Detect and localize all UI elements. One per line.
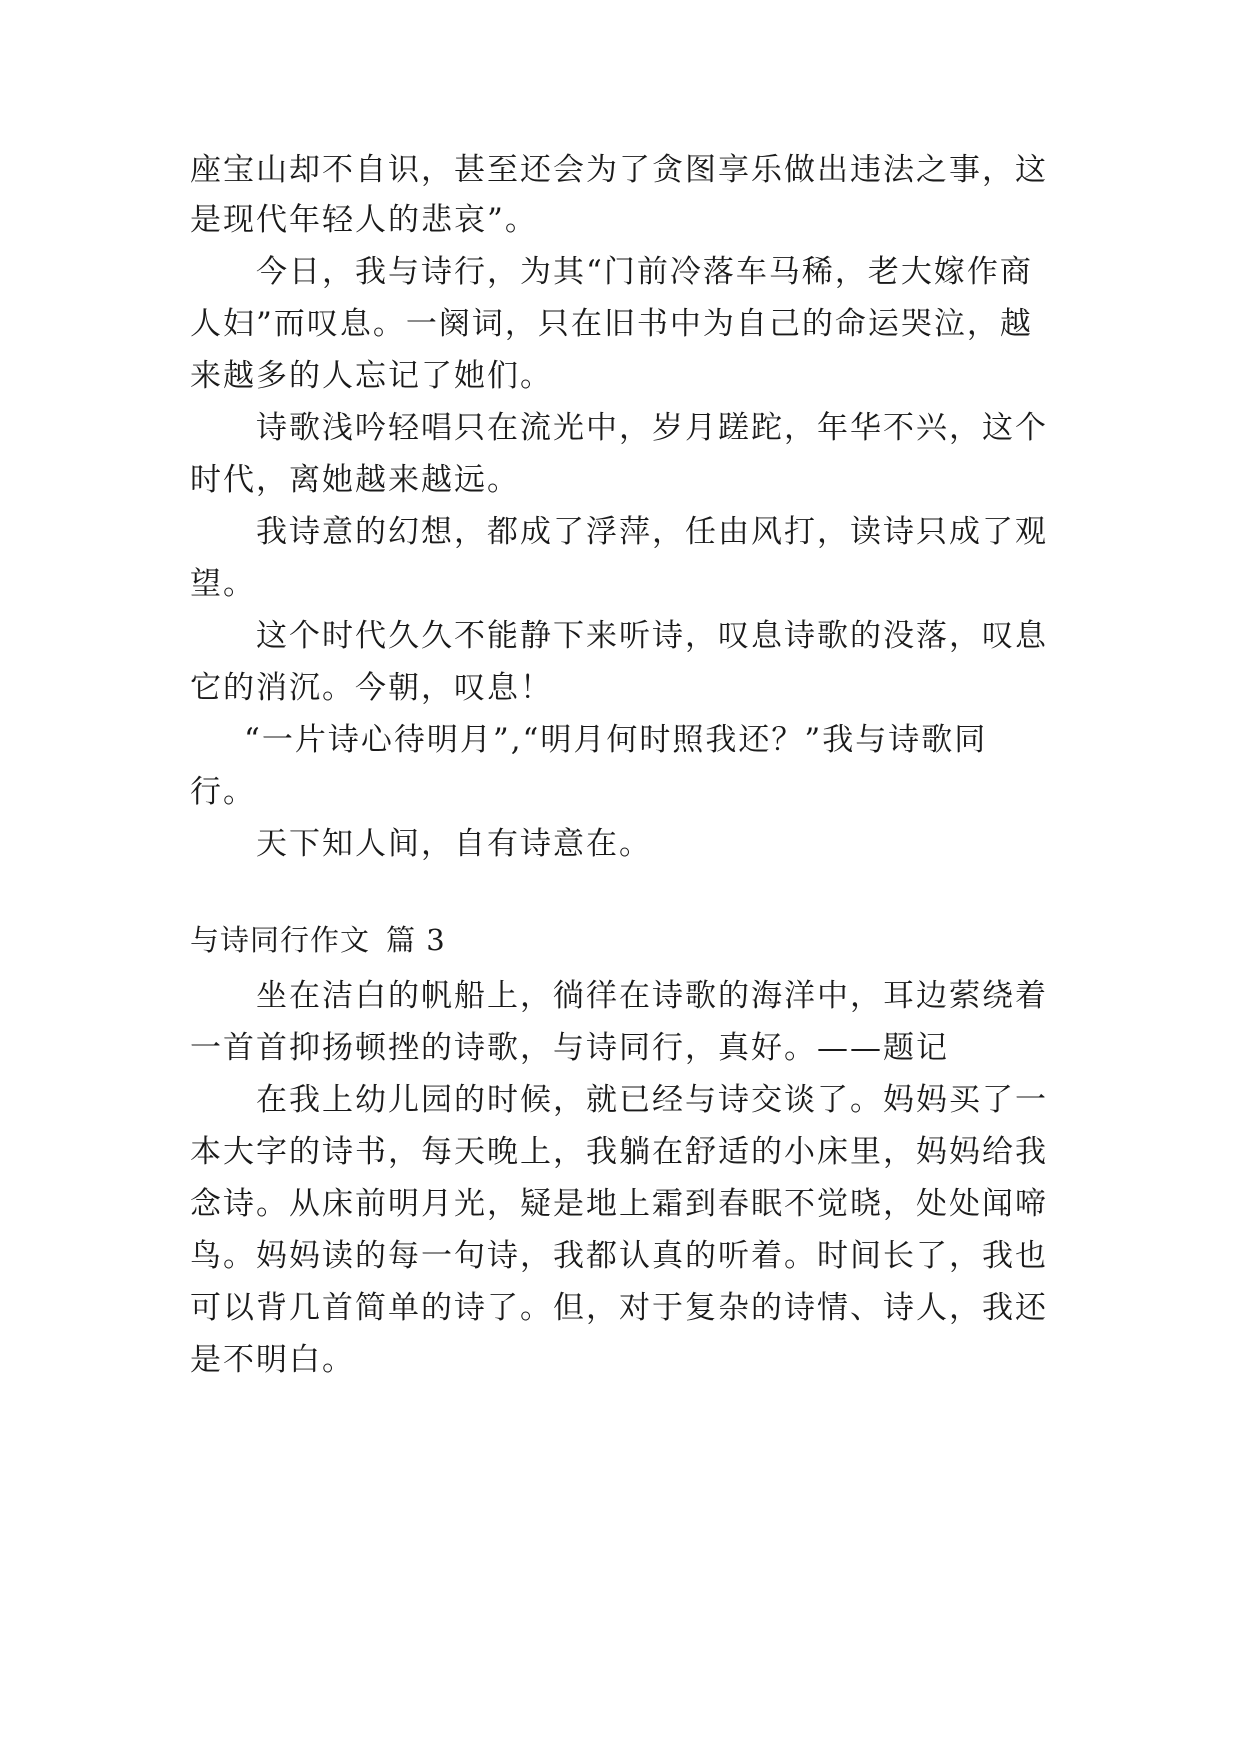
text-line: 人妇”而叹息。一阕词，只在旧书中为自己的命运哭泣，越 xyxy=(190,306,1033,342)
paragraph-start: 诗歌浅吟轻唱只在流光中，岁月蹉跎，年华不兴，这个 xyxy=(256,410,1048,446)
paragraph-start: 我诗意的幻想，都成了浮萍，任由风打，读诗只成了观 xyxy=(256,514,1048,550)
paragraph-start: 今日，我与诗行，为其“门前冷落车马稀，老大嫁作商 xyxy=(256,254,1033,290)
text-line: 念诗。从床前明月光，疑是地上霜到春眠不觉晓，处处闻啼 xyxy=(190,1186,1048,1222)
paragraph-start: “一片诗心待明月”,“明月何时照我还？”我与诗歌同 xyxy=(244,722,988,758)
paragraph-start: 坐在洁白的帆船上，徜徉在诗歌的海洋中，耳边萦绕着 xyxy=(256,978,1048,1014)
text-line: 一首首抑扬顿挫的诗歌，与诗同行，真好。——题记 xyxy=(190,1030,949,1066)
text-line: 行。 xyxy=(190,774,256,810)
text-line: 它的消沉。今朝，叹息！ xyxy=(190,670,553,706)
paragraph-start: 在我上幼儿园的时候，就已经与诗交谈了。妈妈买了一 xyxy=(256,1082,1048,1118)
text-line: 鸟。妈妈读的每一句诗，我都认真的听着。时间长了，我也 xyxy=(190,1238,1048,1274)
section-title: 与诗同行作文 xyxy=(190,923,371,957)
paragraph-start: 天下知人间，自有诗意在。 xyxy=(256,826,652,862)
text-line: 座宝山却不自识，甚至还会为了贪图享乐做出违法之事，这 xyxy=(190,152,1048,188)
text-line: 时代，离她越来越远。 xyxy=(190,462,520,498)
text-line: 是现代年轻人的悲哀”。 xyxy=(190,202,538,238)
text-line: 来越多的人忘记了她们。 xyxy=(190,358,553,394)
section-heading xyxy=(190,920,446,960)
paragraph-start: 这个时代久久不能静下来听诗，叹息诗歌的没落，叹息 xyxy=(256,618,1048,654)
text-line: 可以背几首简单的诗了。但，对于复杂的诗情、诗人，我还 xyxy=(190,1290,1048,1326)
text-line: 本大字的诗书，每天晚上，我躺在舒适的小床里，妈妈给我 xyxy=(190,1134,1048,1170)
text-line: 望。 xyxy=(190,566,256,602)
text-line: 是不明白。 xyxy=(190,1342,355,1378)
section-number: 篇 3 xyxy=(386,923,446,957)
